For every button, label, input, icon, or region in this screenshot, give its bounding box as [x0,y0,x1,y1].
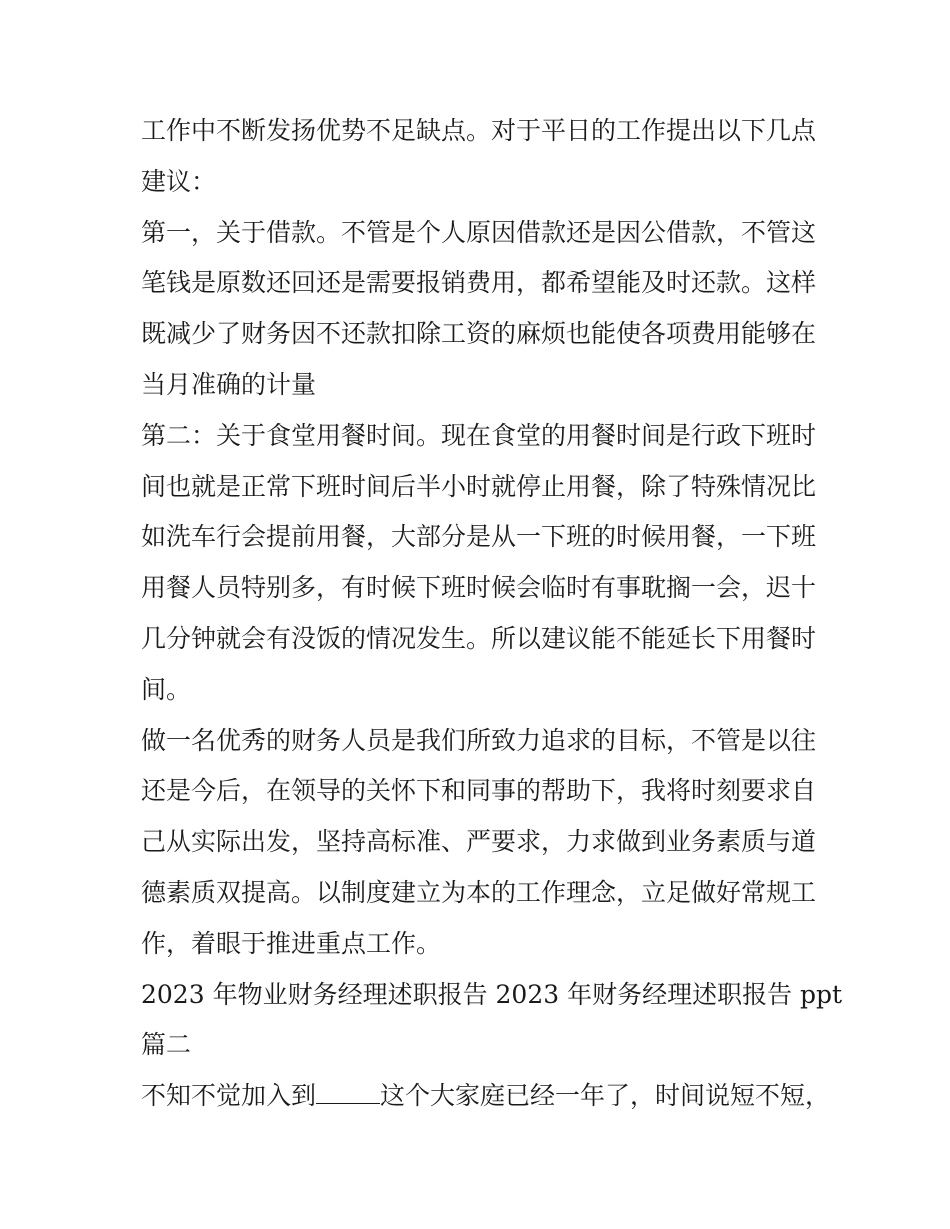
section-subtitle-line: 篇二 [141,1030,192,1060]
text-line: 第一，关于借款。不管是个人原因借款还是因公借款，不管这 [141,217,817,247]
text-line: 如洗车行会提前用餐，大部分是从一下班的时候用餐，一下班 [141,522,817,552]
text-line: 做一名优秀的财务人员是我们所致力追求的目标，不管是以往 [141,725,817,755]
text-line-with-blank [141,1071,831,1122]
text-line: 第二：关于食堂用餐时间。现在食堂的用餐时间是行政下班时 [141,420,817,450]
text-line: 当月准确的计量 [141,369,317,399]
document-body [141,106,843,1122]
text-line: 间。 [141,674,192,704]
text-line: 作，着眼于推进重点工作。 [141,928,442,958]
text-line: 几分钟就会有没饭的情况发生。所以建议能不能延长下用餐时 [141,623,817,653]
text-line: 工作中不断发扬优势不足缺点。对于平日的工作提出以下几点 [141,116,817,145]
text-line: 既减少了财务因不还款扣除工资的麻烦也能使各项费用能够在 [141,319,817,349]
section-title-line: 2023 年物业财务经理述职报告 2023 年财务经理述职报告 ppt [141,979,843,1009]
text-line: 己从实际出发，坚持高标准、严要求，力求做到业务素质与道 [141,827,817,857]
text-fragment: 这个大家庭已经一年了，时间说短不短， [380,1081,831,1111]
text-line: 还是今后，在领导的关怀下和同事的帮助下，我将时刻要求自 [141,776,817,806]
text-fragment: 不知不觉加入到 [141,1081,317,1111]
text-line: 德素质双提高。以制度建立为本的工作理念，立足做好常规工 [141,877,817,907]
text-line: 笔钱是原数还回还是需要报销费用，都希望能及时还款。这样 [141,268,817,298]
text-line: 建议： [141,166,217,196]
text-line: 用餐人员特别多，有时候下班时候会临时有事耽搁一会，迟十 [141,573,817,603]
fill-in-blank [316,1081,380,1104]
text-line: 间也就是正常下班时间后半小时就停止用餐，除了特殊情况比 [141,471,817,501]
